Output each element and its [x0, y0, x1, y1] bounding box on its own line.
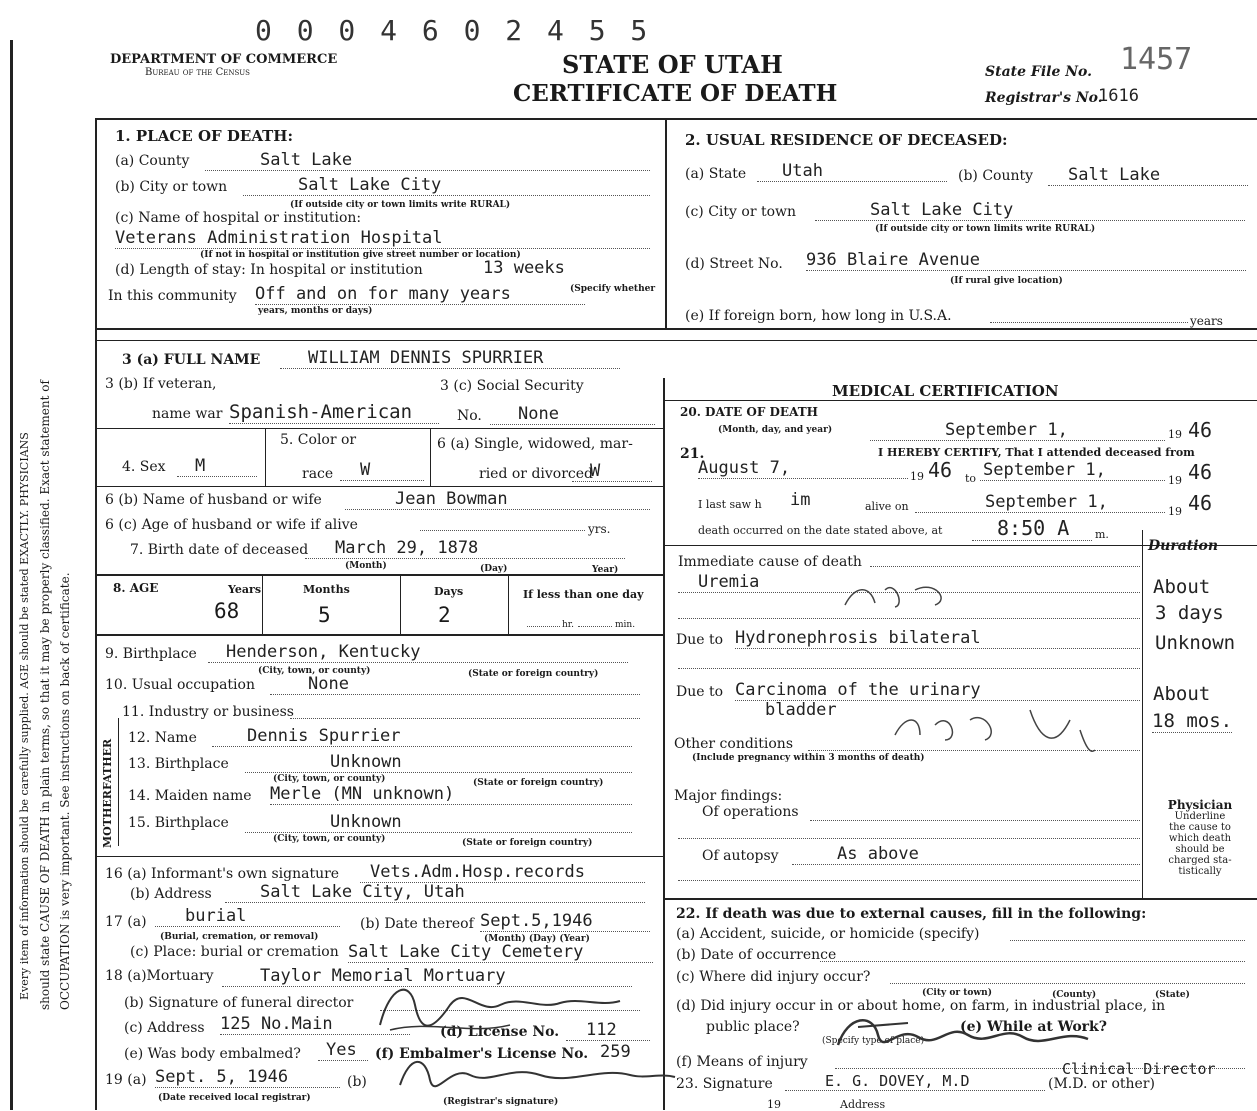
mortuary-address-field[interactable]: 125 No.Main — [220, 1014, 410, 1035]
embalmer-license-label: (f) Embalmer's License No. — [375, 1046, 589, 1062]
age-less-day-label: If less than one day — [523, 588, 644, 601]
birth-year-note: Year) — [592, 565, 619, 575]
disposal-label: 17 (a) — [105, 914, 147, 930]
informant-address-field[interactable]: Salt Lake City, Utah — [225, 882, 645, 903]
disposal-place-label: (c) Place: burial or cremation — [130, 944, 339, 960]
alive-on-label: alive on — [865, 500, 909, 513]
disposal-date-label: (b) Date thereof — [360, 916, 474, 932]
immediate-cause-field[interactable]: Uremia — [678, 572, 1140, 593]
date-received-note: (Date received local registrar) — [158, 1093, 311, 1103]
medical-divider — [663, 378, 665, 1110]
mother-name-field[interactable]: Merle (MN unknown) — [270, 784, 632, 805]
due-to-2-field[interactable]: Carcinoma of the urinary — [735, 680, 1140, 701]
veteran-label: 3 (b) If veteran, — [105, 376, 217, 392]
social-security-label: 3 (c) Social Security — [440, 378, 584, 394]
father-birthplace-label: 13. Birthplace — [128, 756, 229, 772]
foreign-years-label: years — [1190, 314, 1223, 328]
death-county-field[interactable]: Salt Lake — [205, 150, 650, 171]
mortuary-address-label: (c) Address — [124, 1020, 205, 1036]
place-type-note: (Specify type of place) — [822, 1036, 925, 1046]
top-section-divider — [665, 118, 667, 328]
other-conditions-note: (Include pregnancy within 3 months of death) — [692, 753, 925, 763]
spouse-age-field[interactable] — [420, 514, 585, 531]
mother-birthplace-field[interactable]: Unknown — [245, 812, 632, 833]
injury-city-note: (City or town) — [922, 988, 992, 998]
attended-to-label: to — [965, 472, 977, 485]
mother-birthplace-label: 15. Birthplace — [128, 815, 229, 831]
handwritten-code-mark-2 — [890, 700, 1100, 770]
due-to-2-field-line-2[interactable]: bladder — [765, 700, 837, 720]
community-field[interactable]: Off and on for many years — [255, 284, 585, 305]
industry-label: 11. Industry or business — [122, 704, 294, 720]
other-conditions-label: Other conditions — [674, 736, 794, 752]
spouse-name-label: 6 (b) Name of husband or wife — [105, 492, 322, 508]
section-divider-1b — [95, 340, 1257, 341]
underline-note-line: which death — [1168, 833, 1232, 844]
age-hours-field[interactable] — [527, 616, 560, 627]
due-to-2-duration-1[interactable]: About — [1153, 683, 1211, 705]
age-hr-label: hr. — [562, 620, 574, 630]
margin-instructions-2: should state CAUSE OF DEATH in plain terms, so that it may be properly classified. Exact statement of — [38, 380, 52, 1010]
registrar-sig-label: (b) — [347, 1074, 367, 1090]
war-label: name war — [152, 406, 223, 422]
date-of-death-field[interactable]: September 1, — [870, 420, 1165, 441]
certificate-serial-number: 0 0 0 4 6 0 2 4 5 5 — [255, 14, 652, 47]
foreign-born-label: (e) If foreign born, how long in U.S.A. — [685, 308, 952, 324]
last-saw-year[interactable]: 46 — [1188, 491, 1213, 515]
state-file-label: State File No. — [985, 64, 1093, 80]
race-field[interactable]: W — [340, 460, 424, 481]
occupation-label: 10. Usual occupation — [105, 677, 255, 693]
form-left-border — [95, 118, 97, 1110]
section-divider-1 — [95, 328, 1257, 330]
full-name-field[interactable]: WILLIAM DENNIS SPURRIER — [280, 348, 620, 369]
immediate-duration-2[interactable]: 3 days — [1155, 602, 1224, 624]
marital-label-2: ried or divorced — [479, 466, 593, 482]
injury-state-note: (State) — [1155, 990, 1190, 1000]
date-of-death-label: 20. DATE OF DEATH — [680, 405, 818, 419]
injury-place-field[interactable] — [890, 969, 1245, 984]
attended-from-field[interactable]: August 7, — [698, 458, 908, 479]
death-city-field[interactable]: Salt Lake City — [243, 175, 650, 196]
age-min-label: min. — [615, 620, 636, 630]
occurrence-date-label: (b) Date of occurrence — [676, 947, 837, 963]
marital-label: 6 (a) Single, widowed, mar- — [437, 436, 633, 452]
physician-date-nineteen: 19 — [767, 1098, 781, 1111]
res-state-field[interactable]: Utah — [757, 161, 947, 182]
physician-signature-label: 23. Signature — [676, 1076, 773, 1092]
parents-bracket — [118, 718, 119, 846]
autopsy-line-2 — [678, 868, 1140, 881]
physician-title-field[interactable]: Clinical Director — [1062, 1060, 1216, 1078]
death-city-note: (If outside city or town limits write RURAL) — [290, 200, 511, 210]
father-bp-state-note: (State or foreign country) — [473, 778, 604, 788]
stay-label: (d) Length of stay: In hospital or institution — [115, 262, 423, 278]
date-received-field[interactable]: Sept. 5, 1946 — [155, 1067, 340, 1088]
mother-bp-city-note: (City, town, or county) — [273, 834, 386, 844]
license-field[interactable]: 112 — [566, 1020, 650, 1041]
due-to-1-line-2 — [678, 654, 1140, 669]
form-top-border — [95, 118, 1257, 120]
immediate-duration-1[interactable]: About — [1153, 576, 1211, 598]
physician-title-note: (M.D. or other) — [1048, 1076, 1155, 1092]
operations-line-2 — [678, 828, 1140, 839]
age-months-label: Months — [303, 583, 350, 596]
informant-address-label: (b) Address — [130, 886, 212, 902]
mother-bp-state-note: (State or foreign country) — [462, 838, 593, 848]
to-nineteen: 19 — [1168, 474, 1182, 487]
date-received-label: 19 (a) — [105, 1072, 147, 1088]
death-city-label: (b) City or town — [115, 179, 228, 195]
res-state-label: (a) State — [685, 166, 747, 182]
embalmed-field[interactable]: Yes — [318, 1040, 368, 1061]
funeral-director-label: (b) Signature of funeral director — [124, 995, 354, 1011]
attended-to-field[interactable]: September 1, — [980, 460, 1165, 481]
medical-cert-title: MEDICAL CERTIFICATION — [832, 382, 1059, 400]
death-occurred-label: death occurred on the date stated above, at — [698, 524, 943, 537]
underline-note-physician: Physician — [1167, 798, 1233, 812]
spouse-age-label: 6 (c) Age of husband or wife if alive — [105, 517, 358, 533]
place-of-death-title: 1. PLACE OF DEATH: — [115, 127, 294, 145]
mother-name-label: 14. Maiden name — [128, 788, 252, 804]
registrar-signature — [390, 1045, 680, 1105]
underline-note-line: should be — [1175, 844, 1225, 855]
specify-note-2: years, months or days) — [258, 306, 373, 316]
at-work-label: (e) While at Work? — [960, 1019, 1107, 1035]
handwritten-code-mark — [840, 575, 960, 615]
father-name-label: 12. Name — [128, 730, 197, 746]
date-of-death-year[interactable]: 46 — [1188, 418, 1213, 442]
race-label: race — [302, 466, 334, 482]
age-days-label: Days — [434, 585, 464, 598]
margin-instructions-1: Every item of information should be carefully supplied. AGE should be stated EXACTLY. PHYSICIANS — [18, 432, 31, 1000]
color-marital-divider — [430, 428, 431, 486]
age-months-field[interactable]: 5 — [318, 603, 331, 627]
accident-field[interactable] — [1010, 926, 1245, 941]
injury-county-note: (County) — [1052, 990, 1097, 1000]
death-time-field[interactable]: 8:50 A — [972, 516, 1092, 541]
res-city-label: (c) City or town — [685, 204, 797, 220]
res-county-label: (b) County — [958, 168, 1034, 184]
death-time-m: m. — [1095, 528, 1109, 541]
disposal-place-field[interactable]: Salt Lake City Cemetery — [348, 942, 653, 963]
duration-column — [1142, 530, 1143, 900]
age-years-label: Years — [228, 583, 262, 596]
hospital-field[interactable]: Veterans Administration Hospital — [115, 228, 650, 249]
hospital-note: (If not in hospital or institution give street number or location) — [200, 250, 521, 260]
injury-location-label: (d) Did injury occur in or about home, on farm, in industrial place, in — [676, 998, 1166, 1014]
immediate-cause-line — [870, 552, 1140, 567]
specify-note: (Specify whether — [570, 284, 656, 294]
marital-field[interactable]: W — [572, 461, 652, 482]
father-birthplace-field[interactable]: Unknown — [245, 752, 632, 773]
community-label: In this community — [108, 288, 237, 304]
form-title-state: STATE OF UTAH — [562, 50, 783, 79]
injury-location-label-2: public place? — [706, 1019, 800, 1035]
date-of-death-note: (Month, day, and year) — [718, 425, 833, 435]
bureau-heading: Bureau of the Census — [145, 67, 250, 78]
row-rule-sex — [95, 486, 663, 487]
dod-nineteen: 19 — [1168, 428, 1182, 441]
registrar-number: 1616 — [1098, 86, 1139, 106]
res-street-field[interactable]: 936 Blaire Avenue — [806, 250, 1246, 271]
margin-instructions-3: OCCUPATION is very important. See instructions on back of certificate. — [58, 572, 72, 1010]
license-label: (d) License No. — [440, 1024, 560, 1040]
res-street-note: (If rural give location) — [950, 276, 1063, 286]
autopsy-field[interactable]: As above — [792, 844, 1140, 865]
industry-field[interactable] — [290, 704, 640, 719]
injury-means-label: (f) Means of injury — [676, 1054, 808, 1070]
spouse-age-yrs: yrs. — [588, 522, 611, 536]
res-city-note: (If outside city or town limits write RURAL) — [875, 224, 1096, 234]
age-days-field[interactable]: 2 — [438, 603, 451, 627]
due-to-2-label: Due to — [676, 684, 724, 700]
spouse-name-field[interactable]: Jean Bowman — [345, 489, 650, 510]
attended-to-year[interactable]: 46 — [1188, 460, 1213, 484]
disposal-note: (Burial, cremation, or removal) — [160, 932, 319, 942]
informant-field[interactable]: Vets.Adm.Hosp.records — [360, 862, 645, 883]
hospital-label: (c) Name of hospital or institution: — [115, 210, 362, 226]
age-col-3 — [508, 574, 509, 634]
mortuary-label: 18 (a)Mortuary — [105, 968, 214, 984]
due-to-1-duration[interactable]: Unknown — [1155, 632, 1236, 654]
father-side-label: FATHER — [101, 738, 114, 790]
injury-place-label: (c) Where did injury occur? — [676, 969, 871, 985]
lastsaw-nineteen: 19 — [1168, 505, 1182, 518]
row-rule-external — [663, 898, 1257, 900]
attended-from-year[interactable]: 46 — [928, 458, 953, 482]
from-nineteen: 19 — [910, 470, 924, 483]
certify-text: I HEREBY CERTIFY, That I attended deceased from — [878, 446, 1195, 459]
medical-header-rule — [663, 400, 1257, 401]
full-name-label: 3 (a) FULL NAME — [122, 352, 261, 368]
last-saw-date-field[interactable]: September 1, — [915, 492, 1165, 513]
row-rule-age-bottom — [95, 634, 663, 636]
funeral-director-signature — [370, 975, 630, 1045]
underline-instruction — [1145, 800, 1255, 877]
birth-month-note: (Month) — [345, 561, 387, 571]
stay-field[interactable]: 13 weeks — [483, 258, 565, 278]
occurrence-date-field[interactable] — [820, 947, 1245, 962]
disposal-field[interactable]: burial — [155, 906, 340, 927]
occupation-field[interactable]: None — [270, 674, 640, 695]
margin-rule — [10, 40, 13, 1110]
major-findings-label: Major findings: — [674, 788, 783, 804]
social-security-field[interactable]: None — [490, 404, 655, 425]
age-years-field[interactable]: 68 — [214, 599, 240, 623]
state-file-number: 1457 — [1120, 42, 1193, 77]
mortuary-field[interactable]: Taylor Memorial Mortuary — [222, 966, 632, 987]
physician-address-label: Address — [840, 1098, 886, 1111]
underline-note-line: tistically — [1178, 866, 1222, 877]
sex-field[interactable]: M — [177, 456, 257, 477]
war-field[interactable]: Spanish-American — [229, 401, 439, 424]
immediate-cause-label: Immediate cause of death — [678, 554, 862, 570]
disposal-date-note: (Month) (Day) (Year) — [484, 934, 590, 944]
registrar-sig-note: (Registrar's signature) — [443, 1097, 559, 1107]
row-rule-veteran — [95, 428, 663, 429]
age-col-2 — [400, 574, 401, 634]
last-saw-field[interactable]: im — [790, 490, 811, 510]
autopsy-label: Of autopsy — [702, 848, 779, 864]
disposal-date-field[interactable]: Sept.5,1946 — [480, 911, 650, 932]
last-saw-label: I last saw h — [698, 498, 762, 511]
informant-label: 16 (a) Informant's own signature — [105, 866, 340, 882]
birthplace-field[interactable]: Henderson, Kentucky — [208, 642, 628, 663]
accident-label: (a) Accident, suicide, or homicide (specify) — [676, 926, 980, 942]
res-street-label: (d) Street No. — [685, 256, 783, 272]
age-minutes-field[interactable] — [578, 616, 612, 627]
row-rule-age-top — [95, 574, 663, 576]
registrar-label: Registrar's No. — [985, 90, 1103, 106]
duration-label: Duration — [1148, 538, 1219, 554]
birth-day-note: (Day) — [480, 564, 508, 574]
birthplace-city-note: (City, town, or county) — [258, 666, 371, 676]
embalmed-label: (e) Was body embalmed? — [124, 1046, 301, 1062]
underline-note-line: the cause to — [1169, 822, 1231, 833]
father-name-field[interactable]: Dennis Spurrier — [212, 726, 632, 747]
death-county-label: (a) County — [115, 153, 190, 169]
age-col-1 — [262, 574, 263, 634]
birthplace-label: 9. Birthplace — [105, 646, 197, 662]
due-to-1-label: Due to — [676, 632, 724, 648]
form-title: CERTIFICATE OF DEATH — [513, 80, 838, 107]
department-heading: DEPARTMENT OF COMMERCE — [110, 52, 338, 67]
age-label: 8. AGE — [113, 581, 159, 595]
residence-title: 2. USUAL RESIDENCE OF DECEASED: — [685, 131, 1008, 149]
due-to-2-duration-2[interactable]: 18 mos. — [1152, 710, 1233, 732]
embalmer-license-field[interactable]: 259 — [600, 1042, 631, 1062]
physician-signature — [828, 1005, 1098, 1065]
father-bp-city-note: (City, town, or county) — [273, 774, 386, 784]
external-causes-title: 22. If death was due to external causes, fill in the following: — [676, 906, 1147, 922]
birthplace-state-note: (State or foreign country) — [468, 669, 599, 679]
birth-date-field[interactable]: March 29, 1878 — [305, 538, 625, 559]
physician-signature-field[interactable]: E. G. DOVEY, M.D — [785, 1072, 1045, 1091]
res-county-field[interactable]: Salt Lake — [1048, 165, 1248, 186]
underline-note-line: charged sta- — [1168, 855, 1232, 866]
res-city-field[interactable]: Salt Lake City — [815, 200, 1245, 221]
row-rule-parents — [95, 856, 663, 857]
sex-color-divider — [265, 428, 266, 486]
social-security-no-label: No. — [457, 408, 482, 424]
operations-field[interactable] — [810, 806, 1140, 821]
foreign-born-field[interactable] — [990, 306, 1188, 323]
mother-side-label: MOTHER — [101, 790, 114, 848]
operations-label: Of operations — [702, 804, 799, 820]
due-to-1-field[interactable]: Hydronephrosis bilateral — [735, 628, 1140, 649]
birth-date-label: 7. Birth date of deceased — [130, 542, 309, 558]
sex-label: 4. Sex — [122, 459, 166, 475]
color-label: 5. Color or — [280, 432, 357, 448]
certify-number: 21. — [680, 446, 705, 462]
underline-note-line: Underline — [1174, 811, 1226, 822]
